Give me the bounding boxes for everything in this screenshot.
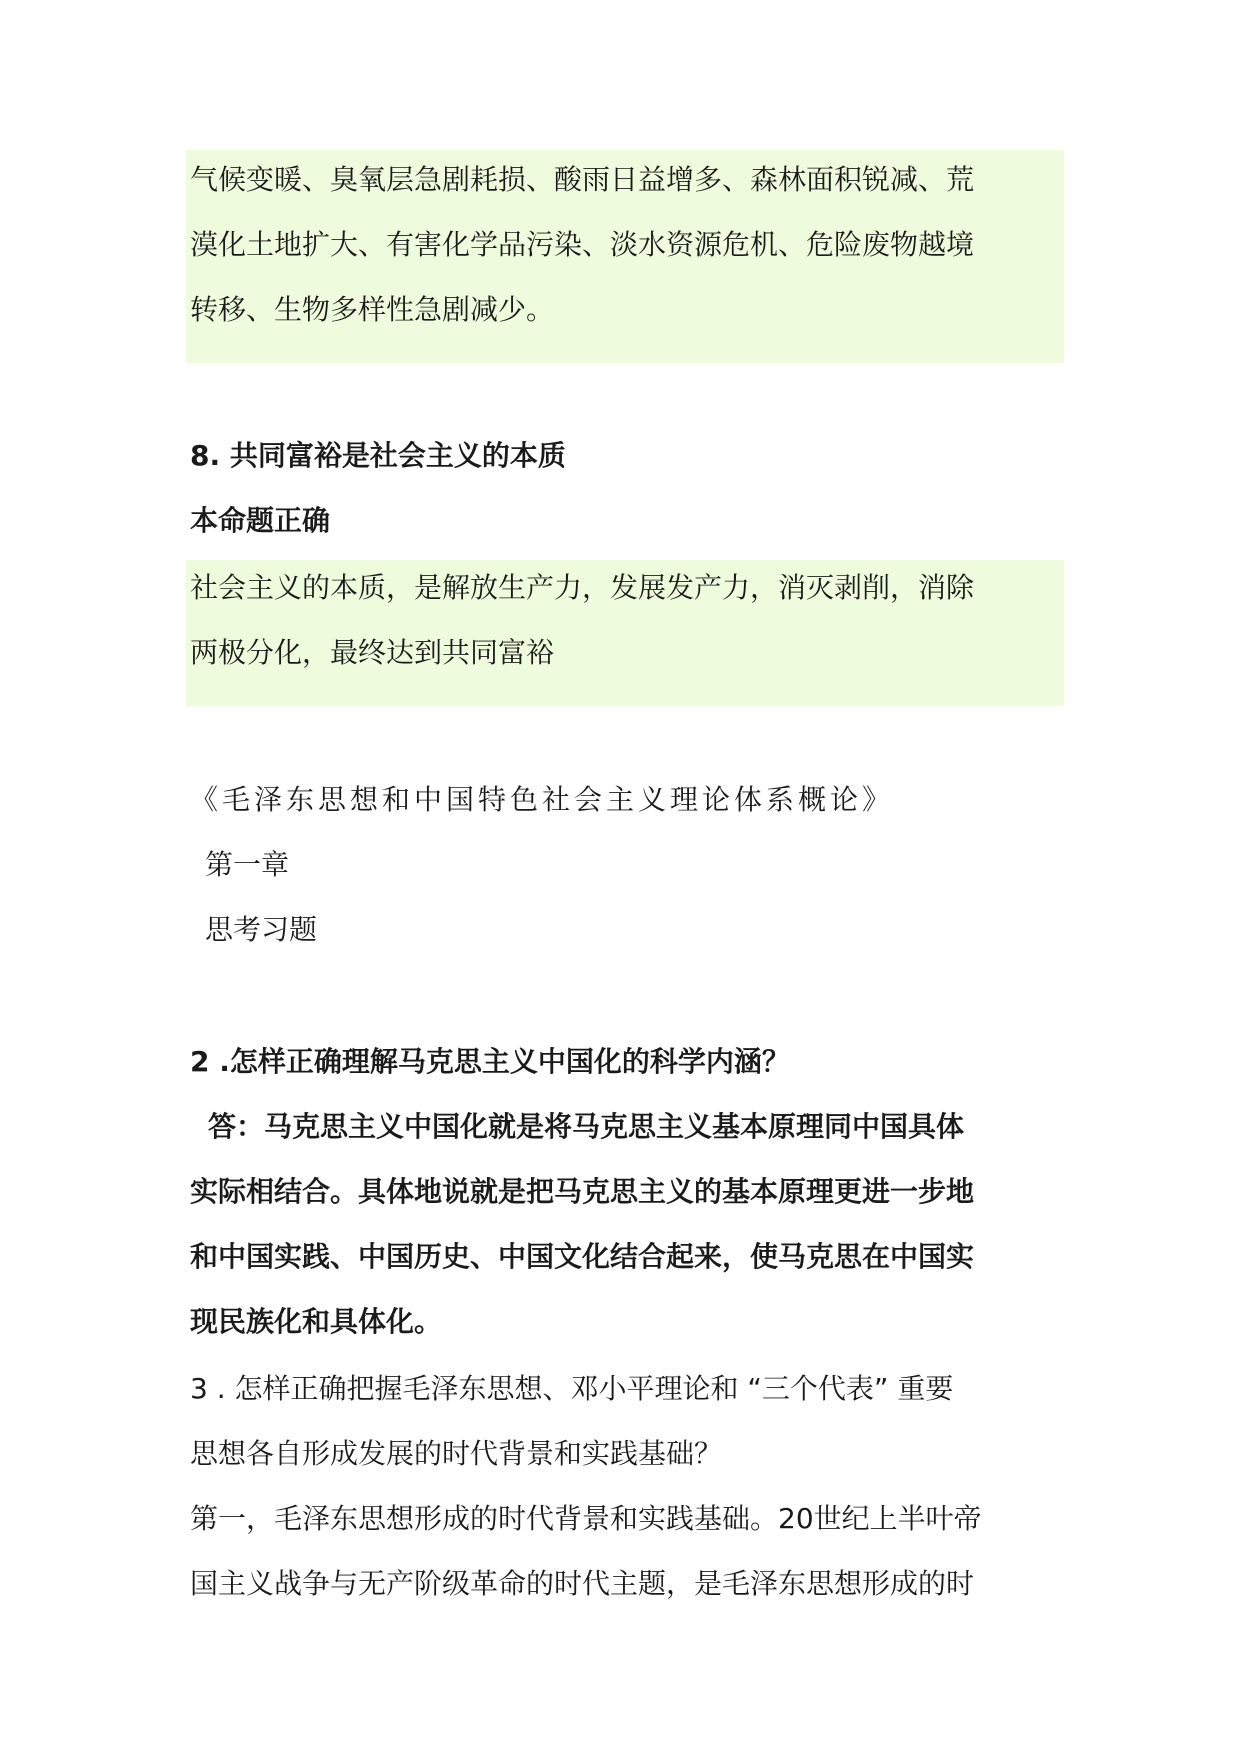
text-line: 现民族化和具体化。 — [190, 1305, 443, 1338]
question-2-title: 2 .怎样正确理解马克思主义中国化的科学内涵？ — [190, 1045, 790, 1078]
question-8-verdict: 本命题正确 — [190, 504, 331, 537]
question-8-title: 8. 共同富裕是社会主义的本质 — [190, 439, 566, 472]
environment-paragraph — [190, 147, 1060, 342]
text-line: 气候变暖、臭氧层急剧耗损、酸雨日益增多、森林面积锐减、荒 — [190, 163, 975, 196]
question-2-answer — [190, 1094, 1060, 1354]
text-line: 实际相结合。具体地说就是把马克思主义的基本原理更进一步地 — [190, 1175, 975, 1208]
text-line: 答：马克思主义中国化就是将马克思主义基本原理同中国具体 — [208, 1110, 965, 1143]
question-3-answer — [190, 1486, 1060, 1616]
text-line: 漠化土地扩大、有害化学品污染、淡水资源危机、危险废物越境 — [190, 228, 975, 261]
section-heading: 思考习题 — [205, 913, 318, 946]
question-8-answer — [190, 555, 1060, 685]
text-line: 思想各自形成发展的时代背景和实践基础？ — [190, 1437, 723, 1470]
book-title: 《毛泽东思想和中国特色社会主义理论体系概论》 — [190, 783, 895, 816]
text-line: 3 . 怎样正确把握毛泽东思想、邓小平理论和 “三个代表” 重要 — [190, 1372, 954, 1405]
text-line: 和中国实践、中国历史、中国文化结合起来，使马克思在中国实 — [190, 1240, 975, 1273]
text-line: 转移、生物多样性急剧减少。 — [190, 293, 555, 326]
question-3-title — [190, 1356, 1060, 1486]
text-line: 社会主义的本质，是解放生产力，发展发产力，消灭剥削，消除 — [190, 571, 975, 604]
chapter-heading: 第一章 — [205, 848, 290, 881]
text-line: 国主义战争与无产阶级革命的时代主题，是毛泽东思想形成的时 — [190, 1567, 975, 1600]
text-line: 第一，毛泽东思想形成的时代背景和实践基础。20世纪上半叶帝 — [190, 1502, 982, 1535]
text-line: 两极分化，最终达到共同富裕 — [190, 636, 555, 669]
